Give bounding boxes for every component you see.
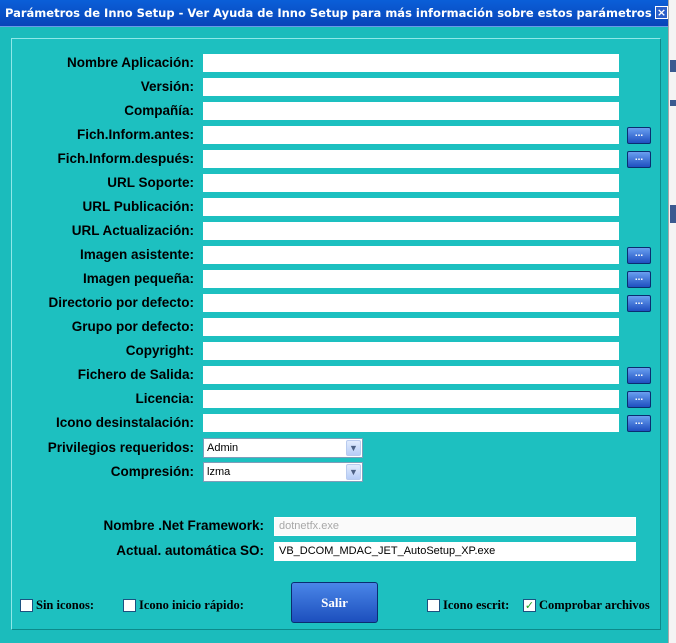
copyright-input[interactable]: [203, 342, 619, 360]
row-nombre-aplicacion: [0, 52, 668, 74]
background-edge-mark: [670, 60, 676, 72]
title-bar[interactable]: [0, 0, 668, 27]
compania-label: Compañía:: [124, 103, 194, 118]
window-title: Parámetros de Inno Setup - Ver Ayuda de Inno Setup para más información sobre estos parámetros: [5, 6, 652, 20]
privilegios-label: Privilegios requeridos:: [47, 440, 194, 455]
salir-button[interactable]: Salir: [291, 582, 378, 623]
fichero-de-salida-input[interactable]: [203, 366, 619, 384]
url-publicacion-input[interactable]: [203, 198, 619, 216]
chevron-down-icon[interactable]: ▼: [346, 440, 361, 456]
browse-fich-inform-despues-button[interactable]: ...: [627, 151, 651, 168]
net-framework-label: Nombre .Net Framework:: [103, 518, 264, 533]
url-soporte-input[interactable]: [203, 174, 619, 192]
nombre-aplicacion-label: Nombre Aplicación:: [66, 55, 194, 70]
row-copyright: [0, 340, 668, 362]
browse-licencia-button[interactable]: ...: [627, 391, 651, 408]
row-fich-inform-antes: [0, 124, 668, 146]
imagen-pequena-input[interactable]: [203, 270, 619, 288]
privilegios-select[interactable]: [203, 438, 363, 458]
background-window-edge: [668, 0, 676, 643]
url-publicacion-label: URL Publicación:: [82, 199, 194, 214]
compresion-label: Compresión:: [110, 464, 194, 479]
licencia-input[interactable]: [203, 390, 619, 408]
imagen-pequena-label: Imagen pequeña:: [82, 271, 194, 286]
compania-input[interactable]: [203, 102, 619, 120]
browse-icono-desinstalacion-button[interactable]: ...: [627, 415, 651, 432]
row-compresion: [0, 461, 668, 483]
row-fich-inform-despues: [0, 148, 668, 170]
fich-inform-antes-input[interactable]: [203, 126, 619, 144]
grupo-por-defecto-input[interactable]: [203, 318, 619, 336]
icono-inicio-rapido-checkbox[interactable]: [123, 599, 136, 612]
row-grupo-por-defecto: [0, 316, 668, 338]
row-net-framework: [0, 515, 668, 537]
browse-imagen-pequena-button[interactable]: ...: [627, 271, 651, 288]
chevron-down-icon[interactable]: ▼: [346, 464, 361, 480]
directorio-por-defecto-input[interactable]: [203, 294, 619, 312]
imagen-asistente-input[interactable]: [203, 246, 619, 264]
compresion-value: lzma: [207, 466, 231, 478]
background-edge-mark: [670, 205, 676, 223]
row-fichero-de-salida: [0, 364, 668, 386]
sin-iconos-checkbox[interactable]: [20, 599, 33, 612]
copyright-label: Copyright:: [125, 343, 194, 358]
fich-inform-despues-label: Fich.Inform.después:: [57, 151, 194, 166]
browse-fich-inform-antes-button[interactable]: ...: [627, 127, 651, 144]
row-url-actualizacion: [0, 220, 668, 242]
row-auto-update: [0, 540, 668, 562]
comprobar-archivos-label: Comprobar archivos: [539, 598, 650, 612]
privilegios-value: Admin: [207, 442, 239, 454]
directorio-por-defecto-label: Directorio por defecto:: [48, 295, 194, 310]
browse-imagen-asistente-button[interactable]: ...: [627, 247, 651, 264]
url-soporte-label: URL Soporte:: [107, 175, 194, 190]
icono-desinstalacion-input[interactable]: [203, 414, 619, 432]
icono-inicio-rapido-label: Icono inicio rápido:: [139, 598, 244, 612]
row-directorio-por-defecto: [0, 292, 668, 314]
comprobar-archivos-checkbox[interactable]: ✓: [524, 599, 535, 612]
version-label: Versión:: [140, 79, 194, 94]
fichero-de-salida-label: Fichero de Salida:: [77, 367, 194, 382]
row-icono-desinstalacion: [0, 412, 668, 434]
fich-inform-despues-input[interactable]: [203, 150, 619, 168]
row-url-soporte: [0, 172, 668, 194]
row-licencia: [0, 388, 668, 410]
icono-escrit-checkbox[interactable]: [427, 599, 440, 612]
net-framework-input[interactable]: dotnetfx.exe: [274, 517, 636, 536]
version-input[interactable]: [203, 78, 619, 96]
url-actualizacion-label: URL Actualización:: [71, 223, 194, 238]
compresion-select[interactable]: [203, 462, 363, 482]
fich-inform-antes-label: Fich.Inform.antes:: [76, 127, 194, 142]
nombre-aplicacion-input[interactable]: [203, 54, 619, 72]
close-button[interactable]: ×: [656, 6, 667, 19]
row-imagen-pequena: [0, 268, 668, 290]
icono-desinstalacion-label: Icono desinstalación:: [55, 415, 194, 430]
browse-directorio-por-defecto-button[interactable]: ...: [627, 295, 651, 312]
grupo-por-defecto-label: Grupo por defecto:: [71, 319, 194, 334]
browse-fichero-de-salida-button[interactable]: ...: [627, 367, 651, 384]
auto-update-input[interactable]: VB_DCOM_MDAC_JET_AutoSetup_XP.exe: [274, 542, 636, 561]
row-compania: [0, 100, 668, 122]
row-privilegios: [0, 437, 668, 459]
row-version: [0, 76, 668, 98]
row-imagen-asistente: [0, 244, 668, 266]
url-actualizacion-input[interactable]: [203, 222, 619, 240]
background-edge-mark: [670, 100, 676, 106]
icono-escrit-label: Icono escrit:: [443, 598, 510, 612]
auto-update-label: Actual. automática SO:: [116, 543, 264, 558]
licencia-label: Licencia:: [135, 391, 194, 406]
sin-iconos-label: Sin iconos:: [36, 598, 95, 612]
row-url-publicacion: [0, 196, 668, 218]
imagen-asistente-label: Imagen asistente:: [79, 247, 194, 262]
